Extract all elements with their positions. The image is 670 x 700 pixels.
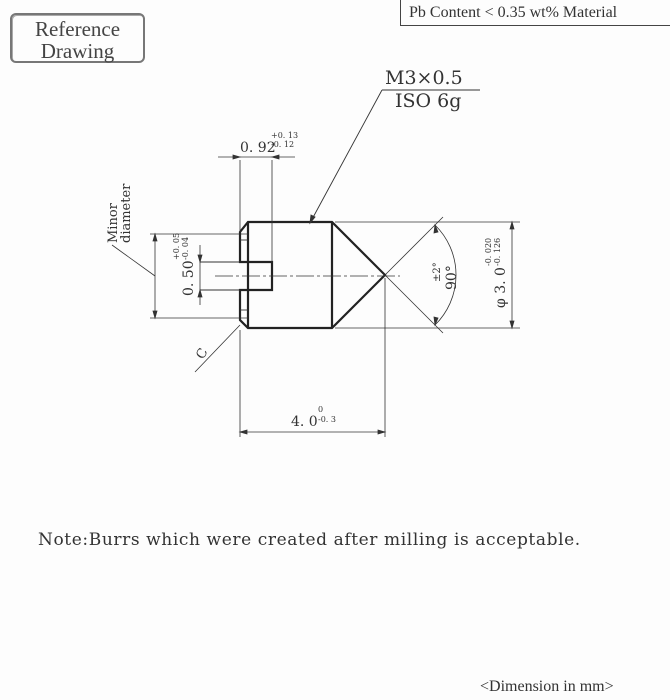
minor-diameter-label-line2: diameter	[119, 183, 134, 243]
slot-width-nominal: 0. 92	[240, 140, 276, 156]
slot-depth-lower-tol: -0. 04	[181, 236, 190, 260]
slot-width-dimension	[218, 155, 295, 262]
slot-width-upper-tol: +0. 13	[271, 131, 299, 140]
thread-spec-line2: ISO 6g	[395, 90, 462, 112]
slot-depth-nominal: 0. 50	[181, 260, 197, 296]
material-note: Pb Content < 0.35 wt% Material	[409, 4, 618, 21]
outer-diameter-nominal: φ 3. 0	[493, 267, 509, 308]
reference-label-line1: Reference	[34, 17, 121, 41]
outer-diameter-upper-tol: -0. 020	[484, 237, 493, 266]
length-upper-tol: 0	[318, 405, 324, 414]
slot-depth-upper-tol: +0. 05	[172, 232, 181, 260]
thread-spec-line1: M3×0.5	[385, 67, 463, 89]
reference-label-line2: Drawing	[40, 39, 115, 63]
slot-depth-dimension	[198, 245, 202, 305]
outer-diameter-lower-tol: -0. 126	[493, 237, 502, 266]
burr-note: Note:Burrs which were created after milling is acceptable.	[38, 530, 581, 550]
minor-diameter-label-line1: Minor	[106, 203, 121, 243]
part-outline	[240, 222, 385, 328]
length-nominal: 4. 0	[291, 414, 318, 430]
cone-angle-tol: ±2°	[432, 262, 443, 282]
cone-angle-nominal: 90°	[444, 265, 460, 290]
units-note: <Dimension in mm>	[480, 678, 614, 695]
length-lower-tol: -0. 3	[318, 415, 336, 424]
chamfer-label: C	[193, 345, 212, 362]
slot-width-lower-tol: -0. 12	[271, 140, 295, 149]
